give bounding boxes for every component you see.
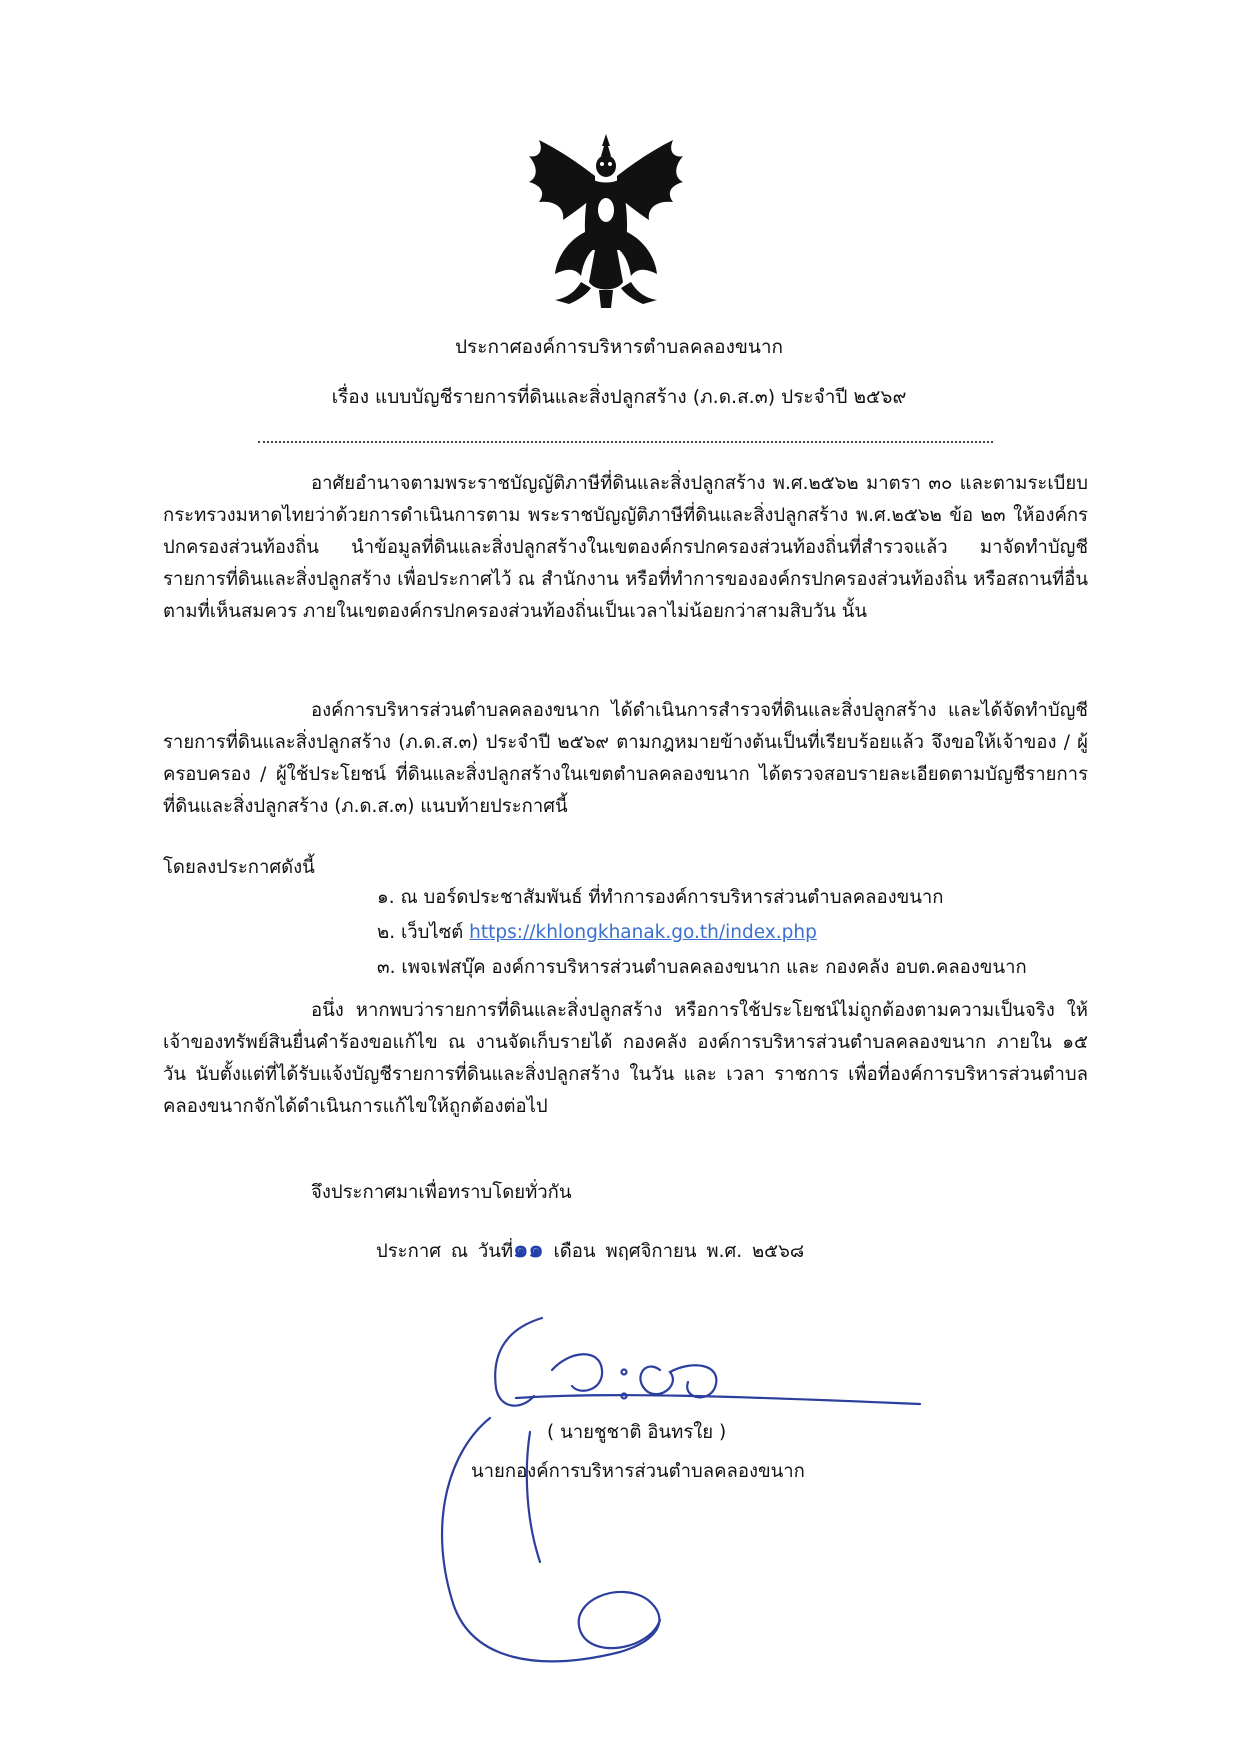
signatory-name: ( นายชูชาติ อินทรใย ) [547, 1422, 727, 1443]
paragraph-correction: อนึ่ง หากพบว่ารายการที่ดินและสิ่งปลูกสร้าง หรือการใช้ประโยชน์ไม่ถูกต้องตามความเป็นจริง ให้เจ้าของทรัพย์สินยื่นคำร้องขอแก้ไข ณ งานจัดเก็บรายได้ กองคลัง องค์การบริหารส่วนตำบลคลองขนาก ภายใน ๑๕ วัน นับตั้งแต่ที่ได้รับแจ้งบัญชีรายการที่ดินและสิ่งปลูกสร้าง ในวัน และ เวลา ราชการ เพื่อที่องค์การบริหารส่วนตำบลคลองขนากจักได้ดำเนินการแก้ไขให้ถูกต้องต่อไป [163, 1000, 1088, 1117]
paragraph-authority: อาศัยอำนาจตามพระราชบัญญัติภาษีที่ดินและสิ่งปลูกสร้าง พ.ศ.๒๕๖๒ มาตรา ๓๐ และตามระเบียบกระทรวงมหาดไทยว่าด้วยการดำเนินการตาม พระราชบัญญัติภาษีที่ดินและสิ่งปลูกสร้าง พ.ศ.๒๕๖๒ ข้อ ๒๓ ให้องค์กรปกครองส่วนท้องถิ่น นำข้อมูลที่ดินและสิ่งปลูกสร้างในเขตองค์กรปกครองส่วนท้องถิ่นที่สำรวจแล้ว มาจัดทำบัญชีรายการที่ดินและสิ่งปลูกสร้าง เพื่อประกาศไว้ ณ สำนักงาน หรือที่ทำการขององค์กรปกครองส่วนท้องถิ่น หรือสถานที่อื่นตามที่เห็นสมควร ภายในเขตองค์กรปกครองส่วนท้องถิ่นเป็นเวลาไม่น้อยกว่าสามสิบวัน นั้น [163, 473, 1088, 622]
date-prefix: ประกาศ ณ วันที่ [376, 1241, 514, 1262]
website-link[interactable]: https://khlongkhanak.go.th/index.php [469, 922, 817, 943]
announcement-subject: เรื่อง แบบบัญชีรายการที่ดินและสิ่งปลูกสร้าง (ภ.ด.ส.๓) ประจำปี ๒๕๖๙ [331, 386, 907, 408]
date-suffix: เดือน พฤศจิกายน พ.ศ. ๒๕๖๘ [553, 1241, 805, 1262]
signatory-position: นายกองค์การบริหารส่วนตำบลคลองขนาก [471, 1461, 805, 1482]
announcement-date [376, 1229, 804, 1268]
list-item: ๓. เพจเฟสบุ๊ค องค์การบริหารส่วนตำบลคลองขนาก และ กองคลัง อบต.คลองขนาก [377, 957, 1027, 978]
list-item [377, 917, 1027, 952]
list-item: ๑. ณ บอร์ดประชาสัมพันธ์ ที่ทำการองค์การบริหารส่วนตำบลคลองขนาก [377, 887, 944, 908]
closing-statement: จึงประกาศมาเพื่อทราบโดยทั่วกัน [311, 1182, 572, 1203]
date-day: ๑๑ [513, 1235, 544, 1263]
posting-locations-list [377, 882, 1027, 987]
announcement-title: ประกาศองค์การบริหารตำบลคลองขนาก [454, 336, 784, 358]
paragraph-posting-intro: โดยลงประกาศดังนี้ [163, 857, 315, 878]
list-item-prefix: ๒. เว็บไซต์ [377, 922, 470, 943]
handwritten-signature-icon [430, 1300, 950, 1680]
dotted-divider [258, 441, 993, 443]
paragraph-survey: องค์การบริหารส่วนตำบลคลองขนาก ได้ดำเนินการสำรวจที่ดินและสิ่งปลูกสร้าง และได้จัดทำบัญชีรายการที่ดินและสิ่งปลูกสร้าง (ภ.ด.ส.๓) ประจำปี ๒๕๖๙ ตามกฎหมายข้างต้นเป็นที่เรียบร้อยแล้ว จึงขอให้เจ้าของ / ผู้ครอบครอง / ผู้ใช้ประโยชน์ ที่ดินและสิ่งปลูกสร้างในเขตตำบลคลองขนาก ได้ตรวจสอบรายละเอียดตามบัญชีรายการที่ดินและสิ่งปลูกสร้าง (ภ.ด.ส.๓) แนบท้ายประกาศนี้ [163, 700, 1088, 817]
garuda-emblem-icon [525, 132, 687, 308]
